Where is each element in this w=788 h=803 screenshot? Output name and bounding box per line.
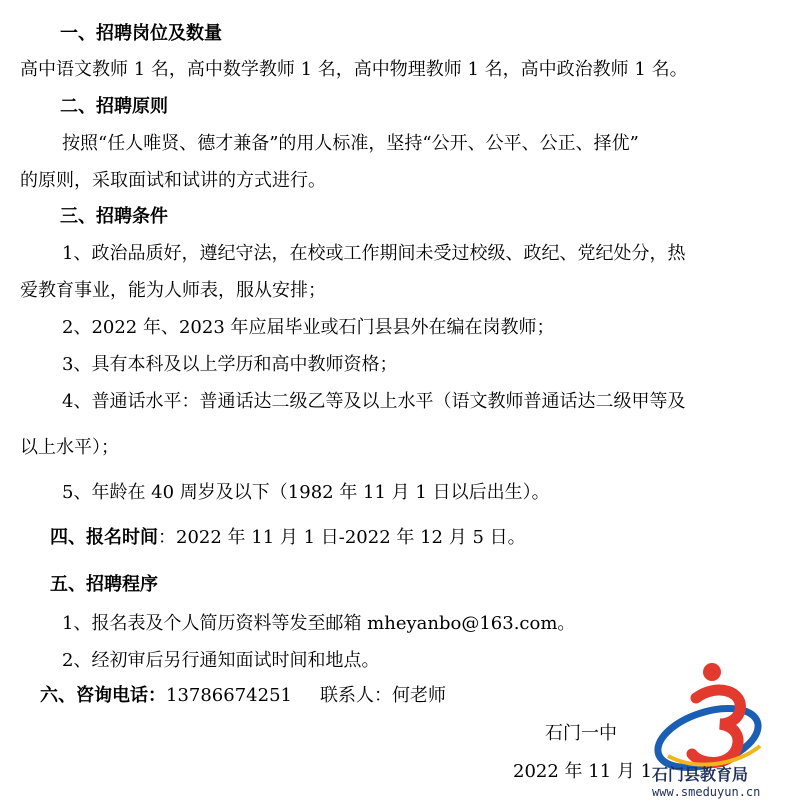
procedure-1: 1、报名表及个人简历资料等发至邮箱 mheyanbo@163.com。 [62, 613, 576, 634]
procedure-2: 2、经初审后另行通知面试时间和地点。 [62, 650, 380, 671]
condition-1-line1: 1、政治品质好，遵纪守法，在校或工作期间未受过校级、政纪、党纪处分，热 [62, 243, 686, 264]
section-4-body: ：2022 年 11 月 1 日-2022 年 12 月 5 日。 [158, 527, 526, 548]
signature-org: 石门一中 [545, 723, 617, 744]
phone-number: 13786674251 [166, 685, 292, 706]
section-2-body-line1: 按照“任人唯贤、德才兼备”的用人标准，坚持“公开、公平、公正、择优” [62, 133, 639, 154]
section-1-title: 一、招聘岗位及数量 [60, 23, 222, 44]
contact-person: 联系人：何老师 [319, 685, 446, 706]
watermark-name: 石门县教育局 [652, 765, 749, 784]
section-4-title: 四、报名时间 [50, 527, 158, 548]
section-4-line [50, 526, 526, 550]
section-2-title: 二、招聘原则 [60, 96, 168, 117]
section-3-title: 三、招聘条件 [60, 206, 168, 227]
section-1-body: 高中语文教师 1 名，高中数学教师 1 名，高中物理教师 1 名，高中政治教师 1 名。 [20, 59, 688, 80]
section-2-body-line2: 的原则，采取面试和试讲的方式进行。 [20, 170, 326, 191]
condition-3: 3、具有本科及以上学历和高中教师资格； [62, 354, 398, 375]
watermark-url: www.smeduyun.cn [652, 785, 761, 799]
condition-4-line2: 以上水平）； [20, 437, 119, 458]
condition-4-line1: 4、普通话水平：普通话达二级乙等及以上水平（语文教师普通话达二级甲等及 [62, 391, 686, 412]
section-6-line [40, 684, 446, 708]
condition-5: 5、年龄在 40 周岁及以下（1982 年 11 月 1 日以后出生）。 [62, 482, 550, 503]
condition-2: 2、2022 年、2023 年应届毕业或石门县县外在编在岗教师； [62, 317, 555, 338]
section-5-title: 五、招聘程序 [50, 574, 158, 595]
section-6-title: 六、咨询电话： [40, 685, 166, 706]
condition-1-line2: 爱教育事业，能为人师表，服从安排； [20, 280, 326, 301]
signature-date: 2022 年 11 月 1 [513, 761, 653, 782]
